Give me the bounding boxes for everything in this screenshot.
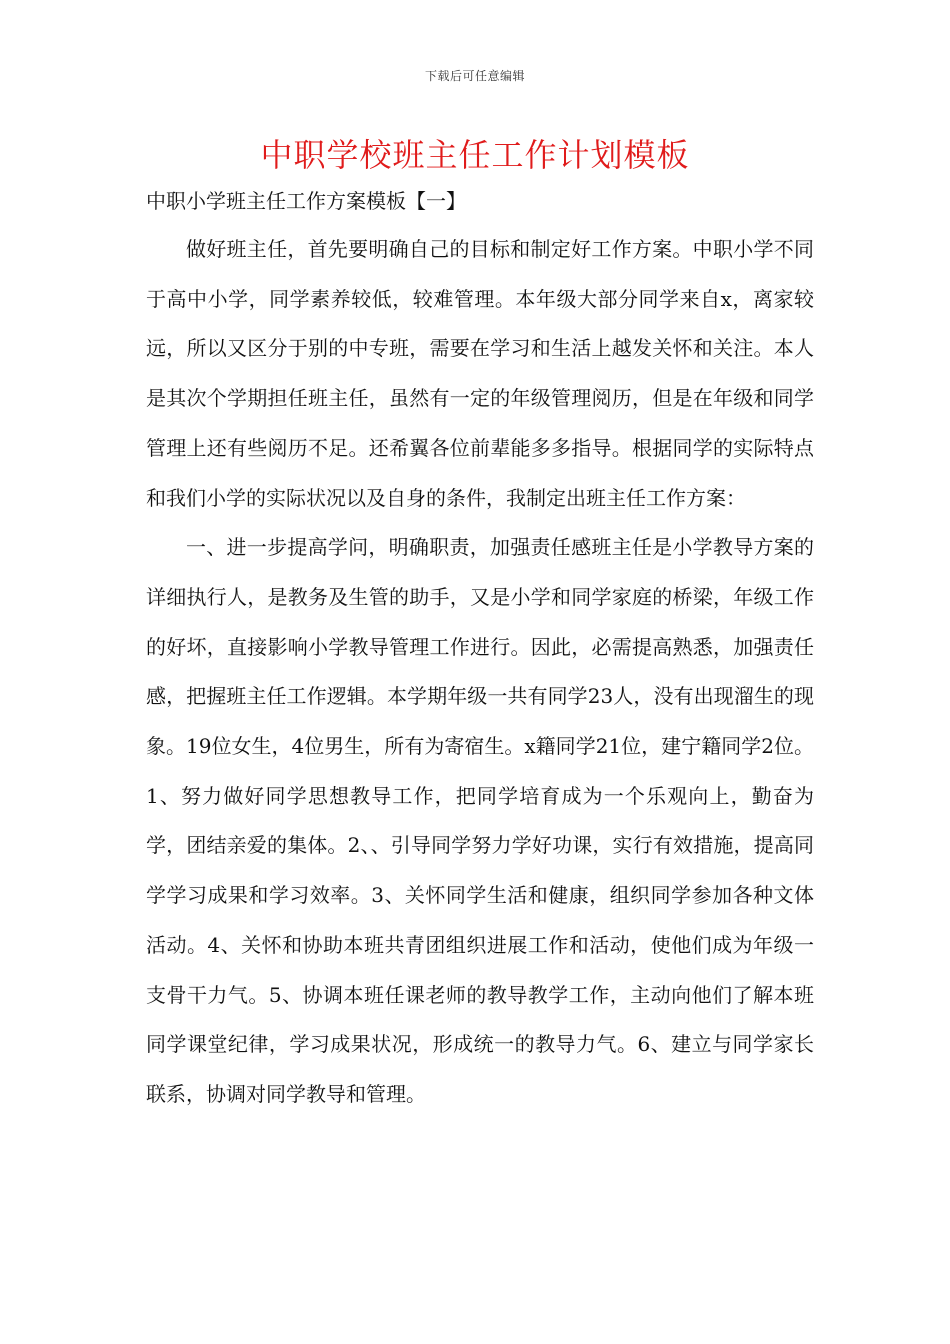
paragraph: 做好班主任，首先要明确自己的目标和制定好工作方案。中职小学不同于高中小学，同学素养较低，较难管理。本年级大部分同学来自x，离家较远，所以又区分于别的中专班，需要在学习和生活上越发关怀和关注。本人是其次个学期担任班主任，虽然有一定的年级管理阅历，但是在年级和同学管理上还有些阅历不足。还希翼各位前辈能多多指导。根据同学的实际特点和我们小学的实际状况以及自身的条件，我制定出班主任工作方案： <box>146 237 814 510</box>
document-title: 中职学校班主任工作计划模板 <box>260 136 690 174</box>
paragraph: 一、进一步提高学问，明确职责，加强责任感班主任是小学教导方案的详细执行人，是教务及生管的助手，又是小学和同学家庭的桥梁，年级工作的好坏，直接影响小学教导管理工作进行。因此，必需提高熟悉，加强责任感，把握班主任工作逻辑。本学期年级一共有同学23人，没有出现溜生的现象。19位女生，4位男生，所有为寄宿生。x籍同学21位，建宁籍同学2位。1、努力做好同学思想教导工作，把同学培育成为一个乐观向上，勤奋为学，团结亲爱的集体。2、、引导同学努力学好功课，实行有效措施，提高同学学习成果和学习效率。3、关怀同学生活和健康，组织同学参加各种文体活动。4、关怀和协助本班共青团组织进展工作和活动，使他们成为年级一支骨干力气。5、协调本班任课老师的教导教学工作，主动向他们了解本班同学课堂纪律，学习成果状况，形成统一的教导力气。6、建立与同学家长联系，协调对同学教导和管理。 <box>146 535 814 1106</box>
document-subtitle: 中职小学班主任工作方案模板【一】 <box>146 189 466 213</box>
document-body <box>146 225 814 1120</box>
header-note: 下载后可任意编辑 <box>424 69 525 83</box>
